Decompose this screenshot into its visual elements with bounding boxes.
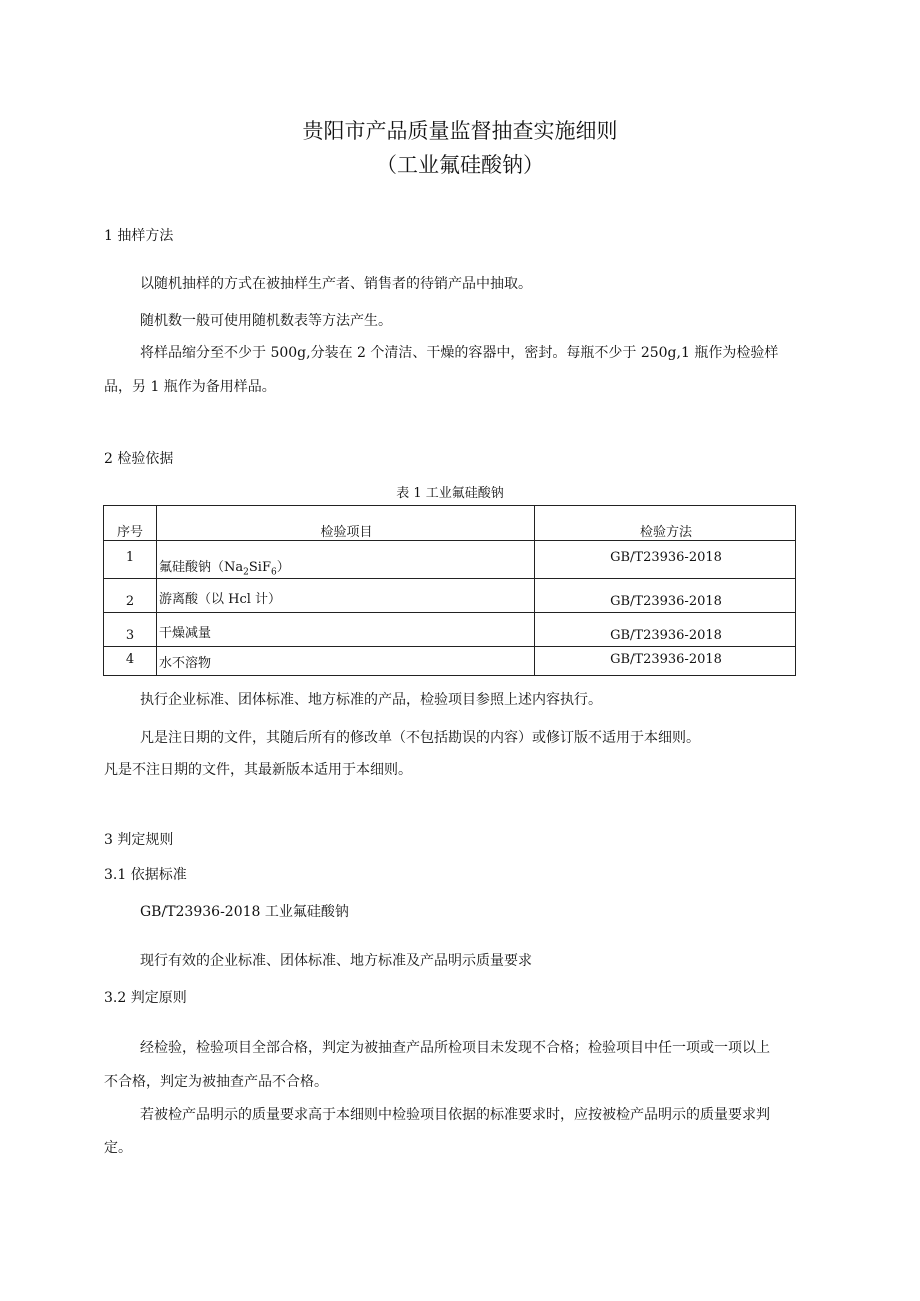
row-serial: 2: [104, 578, 157, 612]
table-row: [104, 541, 796, 579]
section-3-2-heading: 3.2 判定原则: [104, 990, 187, 1006]
row-method: GB/T23936-2018: [535, 646, 796, 675]
section-1-heading: 1 抽样方法: [104, 228, 174, 244]
section-3-2-paragraph-1-line-1: 经检验，检验项目全部合格，判定为被抽查产品所检项目未发现不合格；检验项目中任一项或一项以上: [140, 1040, 770, 1056]
document-title: 贵阳市产品质量监督抽查实施细则: [302, 119, 618, 143]
section-3-2-paragraph-2-line-2: 定。: [104, 1140, 132, 1156]
section-2-paragraph-2: 凡是注日期的文件，其随后所有的修改单（不包括勘误的内容）或修订版不适用于本细则。: [140, 730, 700, 746]
section-2-paragraph-1: 执行企业标准、团体标准、地方标准的产品，检验项目参照上述内容执行。: [140, 692, 602, 708]
row-serial: 3: [104, 612, 157, 646]
row-serial: 4: [104, 646, 157, 675]
row-serial: 1: [104, 541, 157, 579]
header-method: 检验方法: [535, 506, 796, 541]
row-item: 干燥减量: [157, 612, 535, 646]
table-header-row: [104, 506, 796, 541]
inspection-table: [103, 505, 796, 676]
section-3-1-heading: 3.1 依据标准: [104, 867, 187, 883]
section-1-paragraph-1: 以随机抽样的方式在被抽样生产者、销售者的待销产品中抽取。: [140, 276, 532, 292]
section-1-paragraph-2: 随机数一般可使用随机数表等方法产生。: [140, 313, 392, 329]
section-1-paragraph-3-line-2: 品，另 1 瓶作为备用样品。: [104, 379, 276, 395]
header-item: 检验项目: [157, 506, 535, 541]
section-3-2-paragraph-1-line-2: 不合格，判定为被抽查产品不合格。: [104, 1074, 328, 1090]
table-row: [104, 646, 796, 675]
row-item: 游离酸（以 Hcl 计）: [157, 578, 535, 612]
section-3-1-paragraph-1: GB/T23936-2018 工业氟硅酸钠: [140, 904, 349, 920]
section-1-paragraph-3-line-1: 将样品缩分至不少于 500g,分装在 2 个清洁、干燥的容器中，密封。每瓶不少于 250g,1 瓶作为检验样: [140, 345, 779, 361]
row-method: GB/T23936-2018: [535, 578, 796, 612]
section-3-heading: 3 判定规则: [104, 832, 174, 848]
header-serial: 序号: [104, 506, 157, 541]
section-3-2-paragraph-2-line-1: 若被检产品明示的质量要求高于本细则中检验项目依据的标准要求时，应按被检产品明示的质量要求判: [140, 1107, 770, 1123]
section-2-heading: 2 检验依据: [104, 451, 174, 467]
table-row: [104, 578, 796, 612]
row-item: 氟硅酸钠$(Na_2SiF_6)$: [157, 541, 535, 579]
row-method: GB/T23936-2018: [535, 541, 796, 579]
section-2-paragraph-3: 凡是不注日期的文件，其最新版本适用于本细则。: [104, 762, 412, 778]
section-3-1-paragraph-2: 现行有效的企业标准、团体标准、地方标准及产品明示质量要求: [140, 953, 532, 969]
table-row: [104, 612, 796, 646]
document-subtitle: （工业氟硅酸钠）: [376, 153, 544, 177]
row-method: GB/T23936-2018: [535, 612, 796, 646]
table-caption: 表 1 工业氟硅酸钠: [396, 486, 504, 501]
row-item: 水不溶物: [157, 646, 535, 675]
